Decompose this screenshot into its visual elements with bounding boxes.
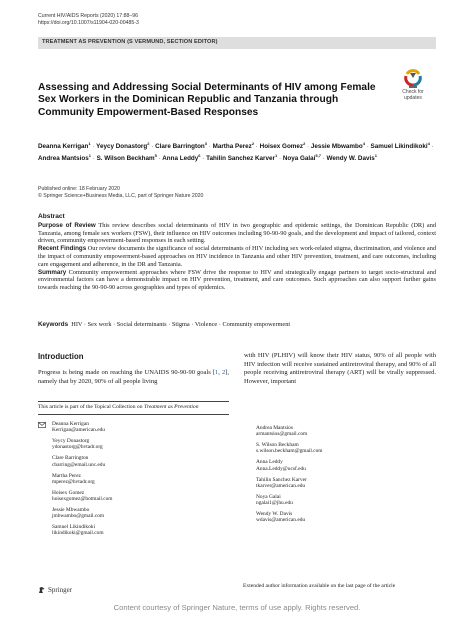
affiliation-mark: 5,7 — [315, 152, 321, 158]
author[interactable]: Wendy W. Davis — [326, 154, 375, 162]
keywords-text: HIV · Sex work · Social determinants · Stigma · Violence · Community empowerment — [71, 321, 291, 328]
citation-link[interactable]: 1 — [215, 369, 219, 376]
contact-email[interactable]: ngalai1@jhu.edu — [256, 500, 293, 507]
contact-entry — [256, 459, 323, 472]
contact-email[interactable]: mperez@hvtadr.org — [52, 478, 95, 485]
intro-text: Progress is being made on reaching the UNAIDS 90-90-90 goals — [38, 369, 211, 376]
springer-wordmark: Springer — [48, 586, 73, 594]
author-list: Deanna Kerrigan$^1$ · Yeycy Donastorg$^2$ · Clare Barrington$^3$ · Martha Perez$^2$ · Hoisex Gomez$^2$ · Jessie Mbwambo$^4$ · Samuel Likindikoki$^4$ · Andrea Mantsios$^1$ · S. Wilson Beckham$^5$ · Anna Leddy$^6$ · Tahilin Sanchez Karver$^1$ · Noya Galai$^{5,7}$ · Wendy W. Davis$^1$ — [38, 141, 434, 162]
journal-citation: Current HIV/AIDS Reports (2020) 17:88–96 — [38, 13, 139, 19]
findings-text: Our review documents the significance of social determinants of HIV including sex work-related stigma, discrimination, and violence and the impact of community empowerment-based approaches on HIV incidence in Tanzania and other HIV prevention, treatment, and care outcomes, including care engagement and adherence, in the DR and Tanzania. — [38, 245, 436, 268]
springer-logo — [38, 586, 72, 594]
doi-link[interactable]: https://doi.org/10.1007/s11904-020-00485-3 — [38, 20, 139, 26]
topical-collection-link[interactable]: Treatment as Prevention — [143, 404, 199, 410]
contact-name: Hoisex Gomez — [52, 489, 85, 496]
contact-email[interactable]: s.wilson.beckham@gmail.com — [256, 448, 323, 455]
journal-info — [38, 13, 139, 27]
contact-name: Clare Barrington — [52, 455, 89, 462]
envelope-icon — [38, 422, 46, 428]
divider — [38, 401, 229, 402]
contact-name: Martha Perez — [52, 472, 81, 479]
affiliation-mark: 1 — [88, 141, 91, 146]
extended-author-info: Extended author information available on the last page of the article — [243, 583, 396, 589]
copyright-line: © Springer Science+Business Media, LLC, part of Springer Nature 2020 — [38, 193, 204, 199]
section-label: TREATMENT AS PREVENTION (S VERMUND, SECTION EDITOR) — [42, 39, 218, 45]
summary-label: Summary — [38, 268, 67, 276]
contact-email[interactable]: wdavis@american.edu — [256, 517, 306, 524]
contact-entry — [256, 511, 323, 524]
contacts-right — [256, 425, 323, 528]
author[interactable]: Noya Galai — [282, 154, 316, 162]
contact-entry — [52, 507, 113, 520]
abstract-purpose — [38, 222, 436, 245]
author[interactable]: Clare Barrington — [155, 143, 205, 151]
contact-name: Tahilin Sanchez Karver — [256, 476, 307, 483]
divider — [38, 414, 229, 415]
author[interactable]: Hoisex Gomez — [259, 143, 304, 151]
summary-text: Community empowerment approaches where FSW drive the response to HIV and strategically engage partners to target socio-structural and environmental factors can have a demonstrable impact on HIV prevention, treatment, and care outcomes. Such approaches can also support further gains towards reaching the 90-90-90 across geographies and types of epidemics. — [38, 268, 436, 292]
contact-name: Jessie Mbwambo — [52, 506, 90, 513]
contact-name: Noya Galai — [256, 493, 281, 500]
affiliation-mark: 1 — [88, 152, 91, 158]
contact-entry — [52, 490, 113, 503]
affiliation-mark: 4 — [427, 141, 430, 146]
contacts-left — [52, 421, 113, 541]
affiliation-mark: 6 — [198, 152, 201, 158]
contact-email[interactable]: ydonastorg@hvtadr.org — [52, 444, 103, 451]
contact-entry — [52, 455, 113, 468]
author[interactable]: Yeycy Donastorg — [96, 143, 148, 151]
affiliation-mark: 1 — [374, 152, 377, 158]
contact-entry — [256, 425, 323, 438]
author[interactable]: Martha Perez — [212, 143, 252, 151]
author[interactable]: Anna Leddy — [162, 154, 199, 162]
introduction-heading: Introduction — [38, 352, 84, 361]
springer-horse-icon — [38, 586, 46, 594]
topical-collection-note — [38, 404, 199, 410]
contact-name: Wendy W. Davis — [256, 510, 293, 517]
courtesy-notice: Content courtesy of Springer Nature, terms of use apply. Rights reserved. — [113, 603, 361, 612]
author[interactable]: S. Wilson Beckham — [96, 154, 155, 162]
contact-email[interactable]: hoisexgomez@hotmail.com — [52, 496, 113, 503]
contact-email[interactable]: likindikoki@gmail.com — [52, 530, 104, 537]
section-banner — [38, 37, 436, 49]
contact-email[interactable]: armantsios@gmail.com — [256, 431, 308, 438]
contact-entry — [52, 473, 113, 486]
contact-name: Andrea Mantsios — [256, 425, 293, 431]
intro-paragraph-left: Progress is being made on reaching the UNAIDS 90-90-90 goals [1, 2], namely that by 2020, 90% of all people living — [38, 369, 229, 385]
purpose-label: Purpose of Review — [38, 221, 96, 229]
contact-email[interactable]: tkarver@american.edu — [256, 482, 306, 489]
intro-paragraph-right: with HIV (PLHIV) will know their HIV status, 90% of all people with HIV infection will receive sustained antiretroviral therapy, and 90% of all people receiving antiretroviral therapy (ART) will be virally suppressed. However, important — [244, 352, 436, 385]
contact-email[interactable]: Kerrigan@american.edu — [52, 427, 106, 434]
affiliation-mark: 5 — [154, 152, 157, 158]
affiliation-mark: 3 — [204, 141, 207, 146]
affiliation-mark: 2 — [251, 141, 255, 146]
contact-entry — [52, 421, 113, 434]
abstract-heading: Abstract — [38, 213, 65, 220]
contact-entry — [256, 442, 323, 455]
contact-email[interactable]: cbarring@email.unc.edu — [52, 461, 106, 468]
author[interactable]: Andrea Mantsios — [38, 154, 89, 162]
author[interactable]: Tahilin Sanchez Karver — [206, 154, 275, 162]
affiliation-mark: 2 — [147, 141, 150, 146]
contact-name: Samuel Likindikoki — [52, 524, 95, 531]
abstract-findings — [38, 245, 436, 268]
findings-label: Recent Findings — [38, 245, 87, 253]
topical-prefix: This article is part of the Topical Collection on — [38, 404, 143, 410]
contact-entry — [256, 494, 323, 507]
citation-link[interactable]: 2 — [221, 369, 226, 376]
affiliation-mark: 2 — [303, 141, 306, 146]
contact-name: Deanna Kerrigan — [52, 421, 89, 427]
keywords-label: Keywords — [38, 321, 69, 328]
contact-entry — [52, 524, 113, 537]
article-title: Assessing and Addressing Social Determinants of HIV among Female Sex Workers in the Dominican Republic and Tanzania through Community Empowerment-Based Responses — [38, 82, 376, 118]
affiliation-mark: 4 — [362, 141, 365, 146]
abstract — [38, 213, 436, 292]
contact-name: S. Wilson Beckham — [256, 442, 299, 449]
contact-email[interactable]: Anna.Leddy@ucsf.edu — [256, 465, 306, 472]
author[interactable]: Samuel Likindikoki — [370, 143, 428, 151]
intro-text-cont: , namely that by 2020, 90% of all people living — [38, 369, 229, 385]
check-for-updates-badge[interactable] — [396, 67, 430, 105]
keywords — [38, 321, 436, 329]
contact-entry — [256, 477, 323, 490]
contact-name: Yeycy Donastorg — [52, 438, 90, 445]
abstract-summary — [38, 269, 436, 292]
affiliation-mark: 1 — [274, 152, 278, 158]
contact-email[interactable]: jmbwambo@gmail.com — [52, 513, 105, 520]
contact-entry — [52, 438, 113, 451]
purpose-text: This review describes social determinants of HIV in two geographic and epidemic settings, the Dominican Republic (DR) and Tanzania, among female sex workers (FSW), their influence on HIV outcomes including 90-90-90 goals, and the development and impact of tailored, context driven, community empowerment-based responses in each setting. — [38, 221, 437, 245]
publication-info — [38, 186, 203, 200]
check-updates-icon — [403, 67, 423, 89]
contact-name: Anna Leddy — [256, 459, 283, 466]
check-updates-line2: updates — [404, 94, 422, 101]
published-date: Published online: 18 February 2020 — [38, 186, 120, 192]
author[interactable]: Jessie Mbwambo — [310, 143, 363, 151]
author[interactable]: Deanna Kerrigan — [38, 143, 89, 151]
check-updates-line1: Check for — [402, 89, 424, 95]
